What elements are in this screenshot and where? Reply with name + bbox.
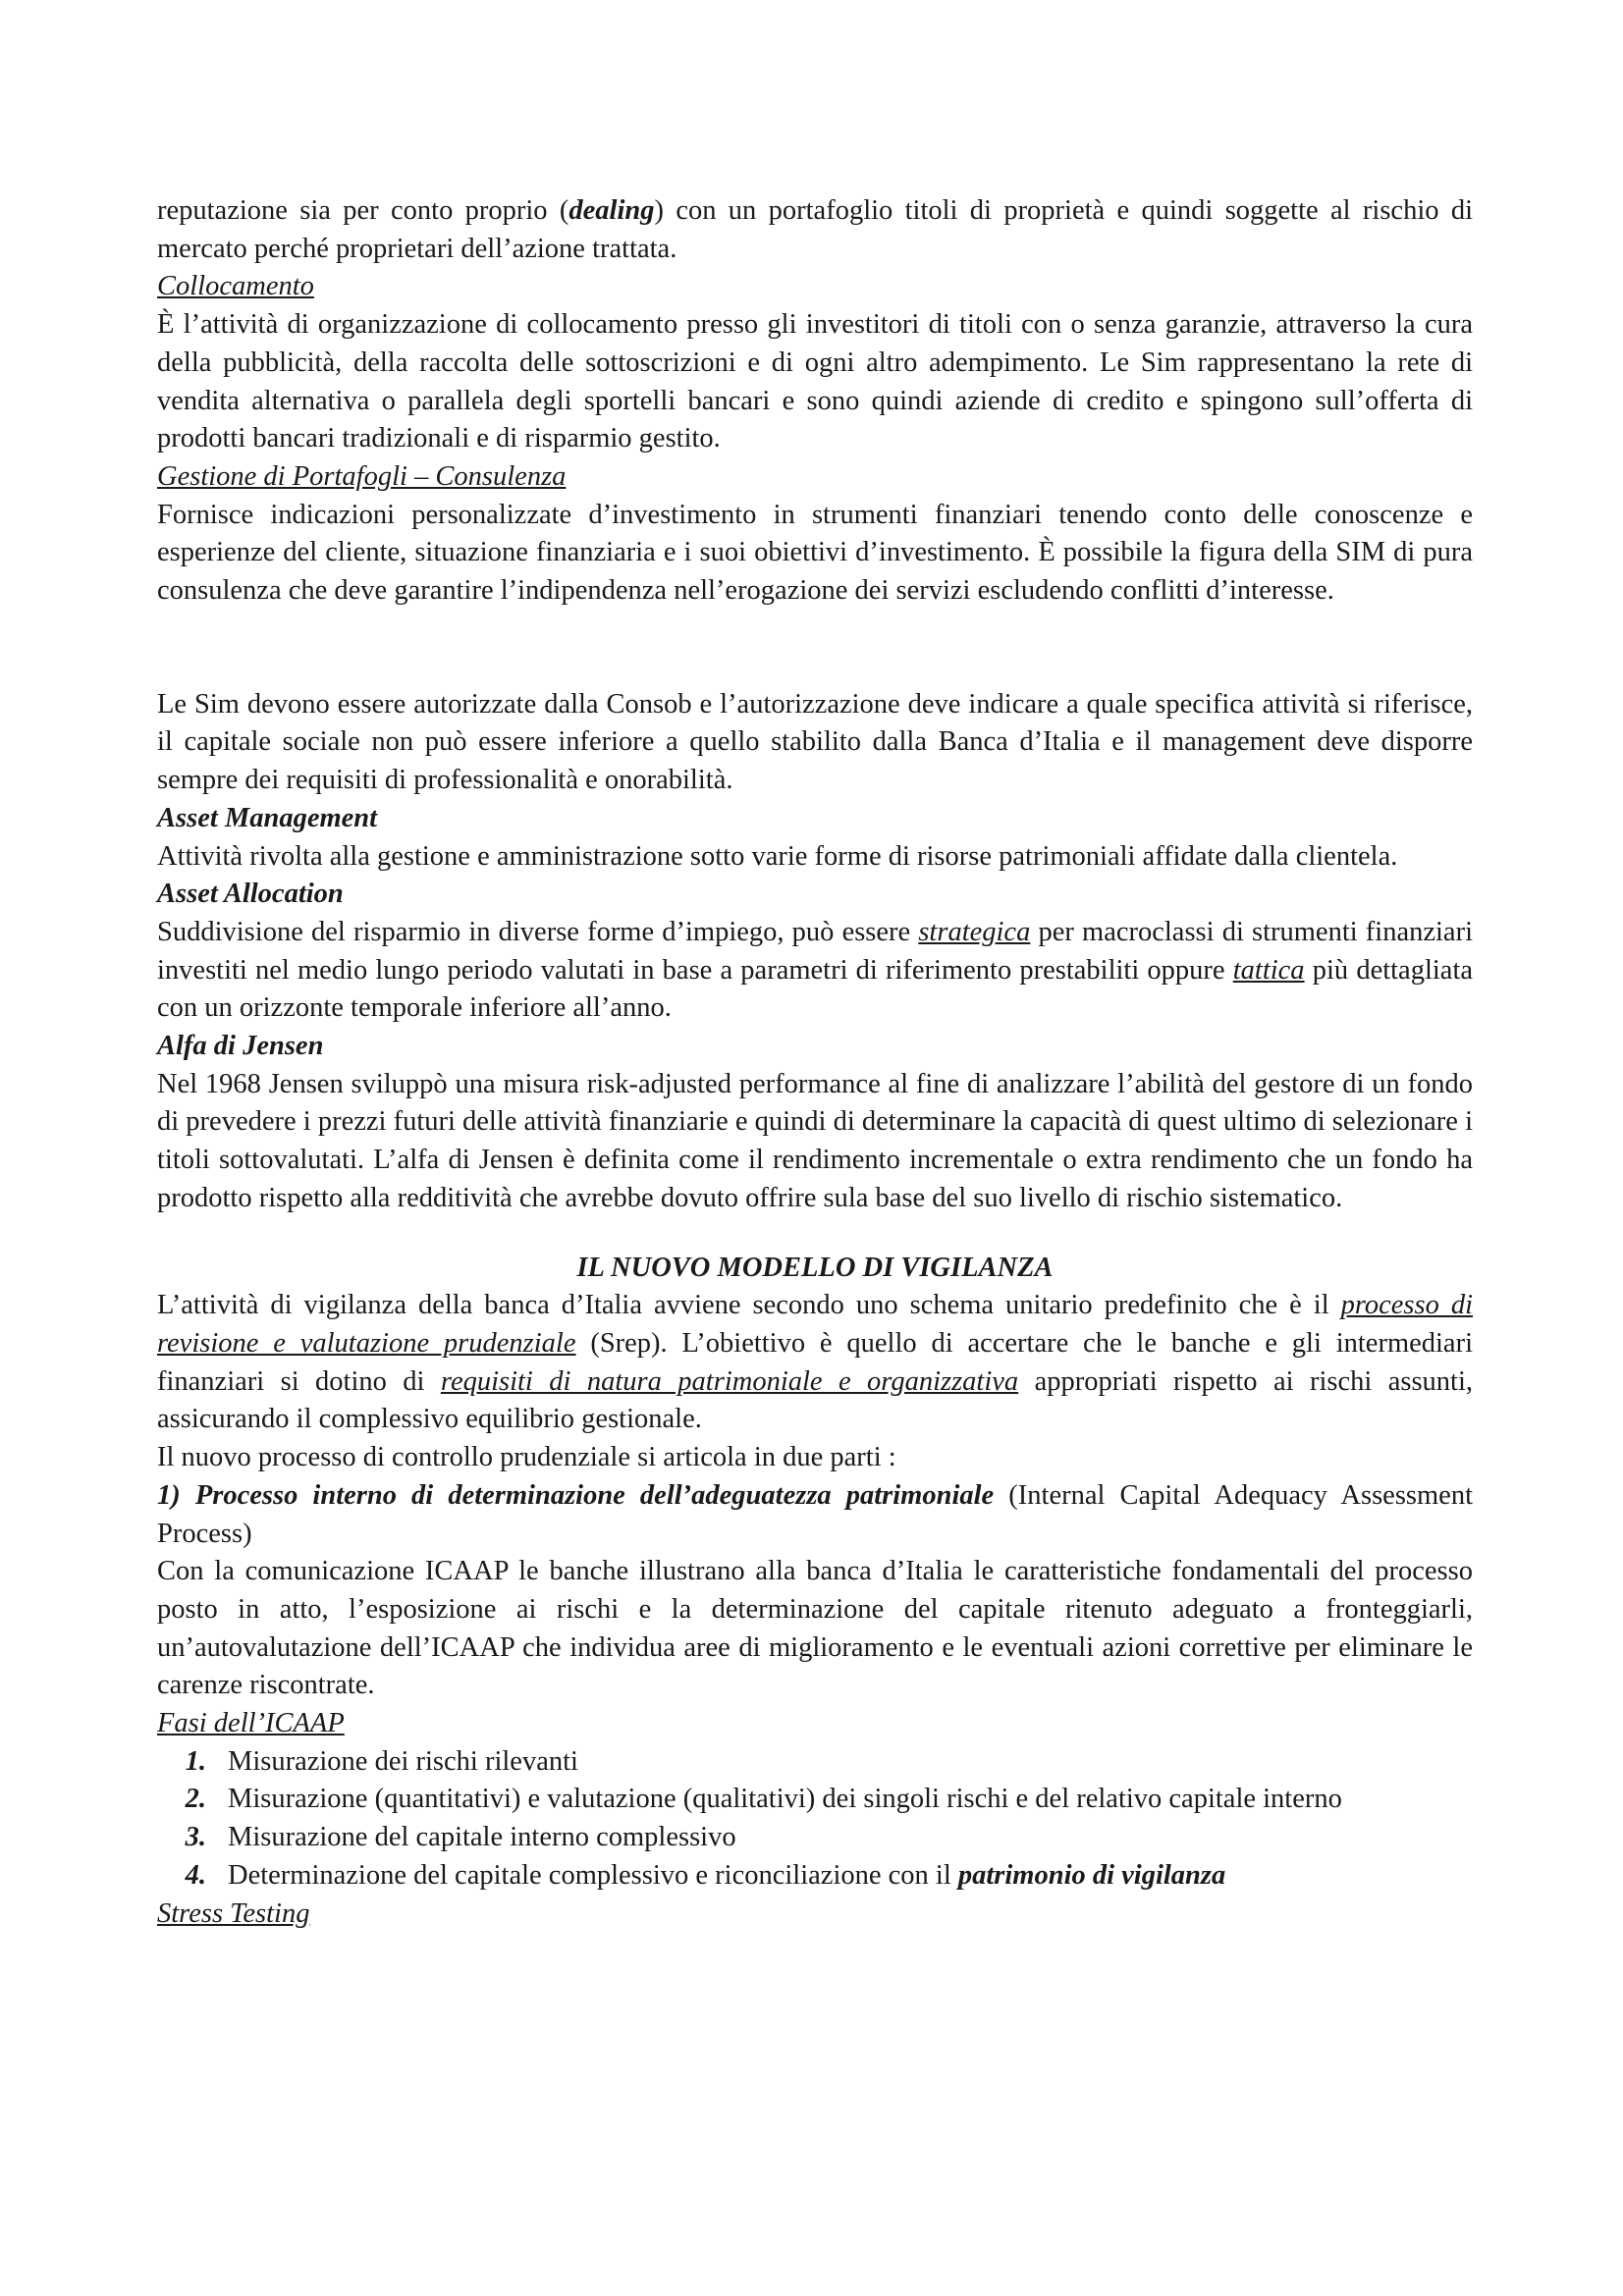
collocamento-heading: Collocamento bbox=[157, 271, 314, 302]
gestione-heading: Gestione di Portafogli – Consulenza bbox=[157, 460, 567, 492]
processo-title: 1) Processo interno di determinazione dell’adeguatezza patrimoniale bbox=[157, 1479, 995, 1511]
strategica-term: strategica bbox=[918, 916, 1031, 947]
stress-testing-heading: Stress Testing bbox=[157, 1897, 310, 1929]
list-number: 1. bbox=[185, 1745, 206, 1777]
patrimonio-term: patrimonio di vigilanza bbox=[957, 1859, 1226, 1891]
alfa-heading: Alfa di Jensen bbox=[157, 1031, 324, 1062]
list-item: 4. Determinazione del capitale complessivo e riconciliazione con il patrimonio di vigilanza bbox=[157, 1857, 1473, 1896]
srep-term: processo di revisione e valutazione prudenziale bbox=[157, 1290, 1473, 1359]
spacer bbox=[157, 611, 1473, 686]
list-number: 3. bbox=[185, 1822, 206, 1853]
asset-management-heading: Asset Management bbox=[157, 802, 378, 833]
vigilanza-paragraph: L’attività di vigilanza della banca d’Italia avviene secondo uno schema unitario predefinito che è il processo di revisione e valutazione prudenziale (Srep). L’obiettivo è quello di accertare che le banche e gli intermediari finanziari si dotino di requisiti di natura patrimoniale e organizzativa appropriati rispetto ai rischi assunti, assicurando il complessivo equilibrio gestionale. bbox=[157, 1290, 1473, 1435]
asset-allocation-heading: Asset Allocation bbox=[157, 879, 344, 910]
list-item: 3. Misurazione del capitale interno complessivo bbox=[157, 1819, 1473, 1857]
gestione-body: Fornisce indicazioni personalizzate d’investimento in strumenti finanziari tenendo conto delle conoscenze e esperienze del cliente, situazione finanziaria e i suoi obiettivi d’investimento. È possibile la figura della SIM di pura consulenza che deve garantire l’indipendenza nell’erogazione dei servizi escludendo conflitti d’interesse. bbox=[157, 499, 1473, 607]
list-item: 1. Misurazione dei rischi rilevanti bbox=[157, 1743, 1473, 1782]
sim-paragraph: Le Sim devono essere autorizzate dalla Consob e l’autorizzazione deve indicare a quale specifica attività si riferisce, il capitale sociale non può essere inferiore a quello stabilito dalla Banca d’Italia e il management deve disporre sempre dei requisiti di professionalità e onorabilità. bbox=[157, 688, 1473, 796]
controllo-line: Il nuovo processo di controllo prudenziale si articola in due parti : bbox=[157, 1442, 896, 1473]
requisiti-term: requisiti di natura patrimoniale e organizzativa bbox=[440, 1365, 1019, 1397]
asset-allocation-body: Suddivisione del risparmio in diverse forme d’impiego, può essere strategica per macroclassi di strumenti finanziari investiti nel medio lungo periodo valutati in base a parametri di riferimento prestabiliti oppure tattica più dettagliata con un orizzonte temporale inferiore all’anno. bbox=[157, 916, 1474, 1024]
fasi-heading: Fasi dell’ICAAP bbox=[157, 1708, 345, 1739]
tattica-term: tattica bbox=[1232, 954, 1305, 986]
asset-management-body: Attività rivolta alla gestione e amministrazione sotto varie forme di risorse patrimoniali affidate dalla clientela. bbox=[157, 840, 1398, 872]
processo-line: 1) Processo interno di determinazione dell’adeguatezza patrimoniale (Internal Capital Adequacy Assessment Process) bbox=[157, 1479, 1473, 1549]
document-page bbox=[157, 192, 1473, 1933]
list-number: 4. bbox=[185, 1859, 206, 1891]
list-item: 2. Misurazione (quantitativi) e valutazione (qualitativi) dei singoli rischi e del relativo capitale interno bbox=[157, 1781, 1473, 1819]
dealing-term: dealing bbox=[568, 195, 655, 226]
intro-paragraph: reputazione sia per conto proprio (dealing) con un portafoglio titoli di proprietà e quindi soggette al rischio di mercato perché proprietari dell’azione trattata. bbox=[157, 195, 1473, 264]
list-number: 2. bbox=[185, 1784, 206, 1815]
fasi-list bbox=[157, 1743, 1473, 1896]
icaap-paragraph: Con la comunicazione ICAAP le banche illustrano alla banca d’Italia le caratteristiche fondamentali del processo posto in atto, l’esposizione ai rischi e la determinazione del capitale ritenuto adeguato a fronteggiarli, un’autovalutazione dell’ICAAP che individua aree di miglioramento e le eventuali azioni correttive per eliminare le carenze riscontrate. bbox=[157, 1556, 1473, 1701]
section-title: IL NUOVO MODELLO DI VIGILANZA bbox=[576, 1252, 1054, 1283]
collocamento-body: È l’attività di organizzazione di collocamento presso gli investitori di titoli con o senza garanzie, attraverso la cura della pubblicità, della raccolta delle sottoscrizioni e di ogni altro adempimento. Le Sim rappresentano la rete di vendita alternativa o parallela degli sportelli bancari e sono quindi aziende di credito e spingono sull’offerta di prodotti bancari tradizionali e di risparmio gestito. bbox=[157, 309, 1473, 454]
alfa-body: Nel 1968 Jensen sviluppò una misura risk-adjusted performance al fine di analizzare l’abilità del gestore di un fondo di prevedere i prezzi futuri delle attività finanziarie e quindi di determinare la capacità di quest ultimo di selezionare i titoli sottovalutati. L’alfa di Jensen è definita come il rendimento incrementale o extra rendimento che un fondo ha prodotto rispetto alla redditività che avrebbe dovuto offrire sula base del suo livello di rischio sistematico. bbox=[157, 1068, 1473, 1213]
spacer bbox=[157, 1218, 1473, 1250]
